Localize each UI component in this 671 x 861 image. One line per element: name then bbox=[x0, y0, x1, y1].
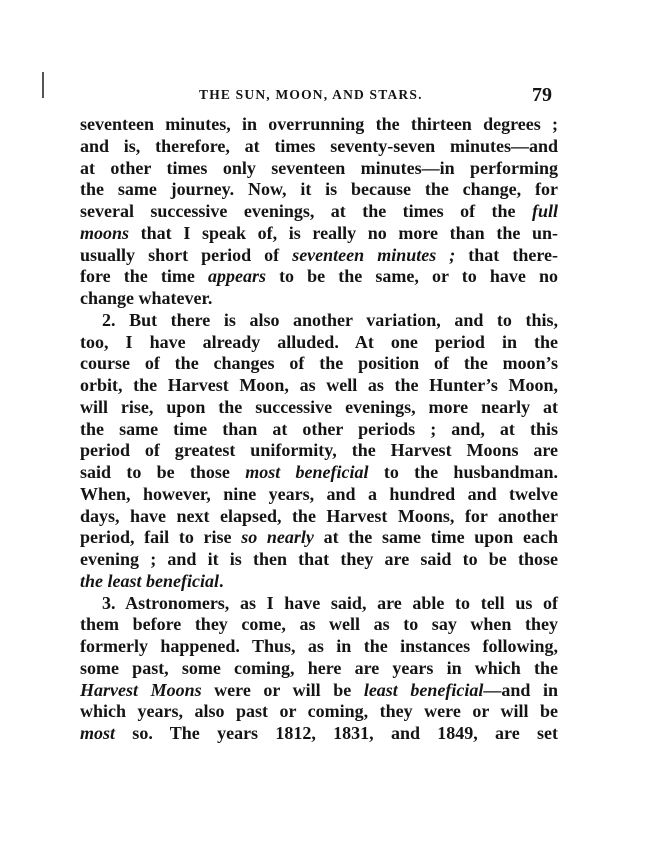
text-line: at other times only seventeen minutes—in performing bbox=[80, 157, 558, 178]
text-line: moons that I speak of, is really no more than the un- bbox=[80, 222, 558, 243]
text-line: orbit, the Harvest Moon, as well as the Hunter’s Moon, bbox=[80, 375, 558, 395]
text-line: When, however, nine years, and a hundred and twelve bbox=[80, 483, 558, 504]
text-line: the same journey. Now, it is because the change, for bbox=[80, 179, 558, 200]
text-line: period of greatest uniformity, the Harvest Moons are bbox=[80, 440, 558, 461]
text-line: period, fail to rise so nearly at the same time upon each bbox=[80, 527, 558, 548]
text-line: which years, also past or coming, they were or will be bbox=[80, 701, 558, 722]
running-title: THE SUN, MOON, AND STARS. bbox=[199, 87, 423, 102]
text-line: them before they come, as well as to say when they bbox=[80, 614, 558, 635]
text-line: usually short period of seventeen minutes ; that there- bbox=[80, 244, 558, 265]
running-head bbox=[0, 84, 671, 108]
text-line: change whatever. bbox=[80, 288, 213, 308]
text-line: fore the time appears to be the same, or to have no bbox=[80, 266, 558, 287]
text-line: several successive evenings, at the times of the full bbox=[80, 201, 558, 221]
text-line: formerly happened. Thus, as in the instances following, bbox=[80, 636, 558, 656]
text-line: most so. The years 1812, 1831, and 1849, are set bbox=[80, 723, 558, 743]
text-line: said to be those most beneficial to the husbandman. bbox=[80, 462, 558, 482]
text-line: Harvest Moons were or will be least beneficial—and in bbox=[80, 679, 558, 700]
text-line: some past, some coming, here are years in which the bbox=[80, 657, 558, 678]
page-number: 79 bbox=[532, 84, 552, 106]
text-line: and is, therefore, at times seventy-seven minutes—and bbox=[80, 135, 558, 156]
text-line: evening ; and it is then that they are said to be those bbox=[80, 549, 558, 569]
text-line: the same time than at other periods ; and, at this bbox=[80, 418, 558, 439]
text-line: 2. But there is also another variation, and to this, bbox=[102, 309, 558, 330]
text-line: 3. Astronomers, as I have said, are able to tell us of bbox=[102, 592, 558, 613]
text-block bbox=[80, 114, 558, 745]
text-line: too, I have already alluded. At one period in the bbox=[80, 331, 558, 352]
text-line: seventeen minutes, in overrunning the thirteen degrees ; bbox=[80, 114, 558, 134]
text-line: course of the changes of the position of the moon’s bbox=[80, 353, 558, 374]
text-line: the least beneficial. bbox=[80, 570, 224, 591]
text-line: days, have next elapsed, the Harvest Moons, for another bbox=[80, 505, 558, 526]
text-line: will rise, upon the successive evenings, more nearly at bbox=[80, 396, 558, 417]
